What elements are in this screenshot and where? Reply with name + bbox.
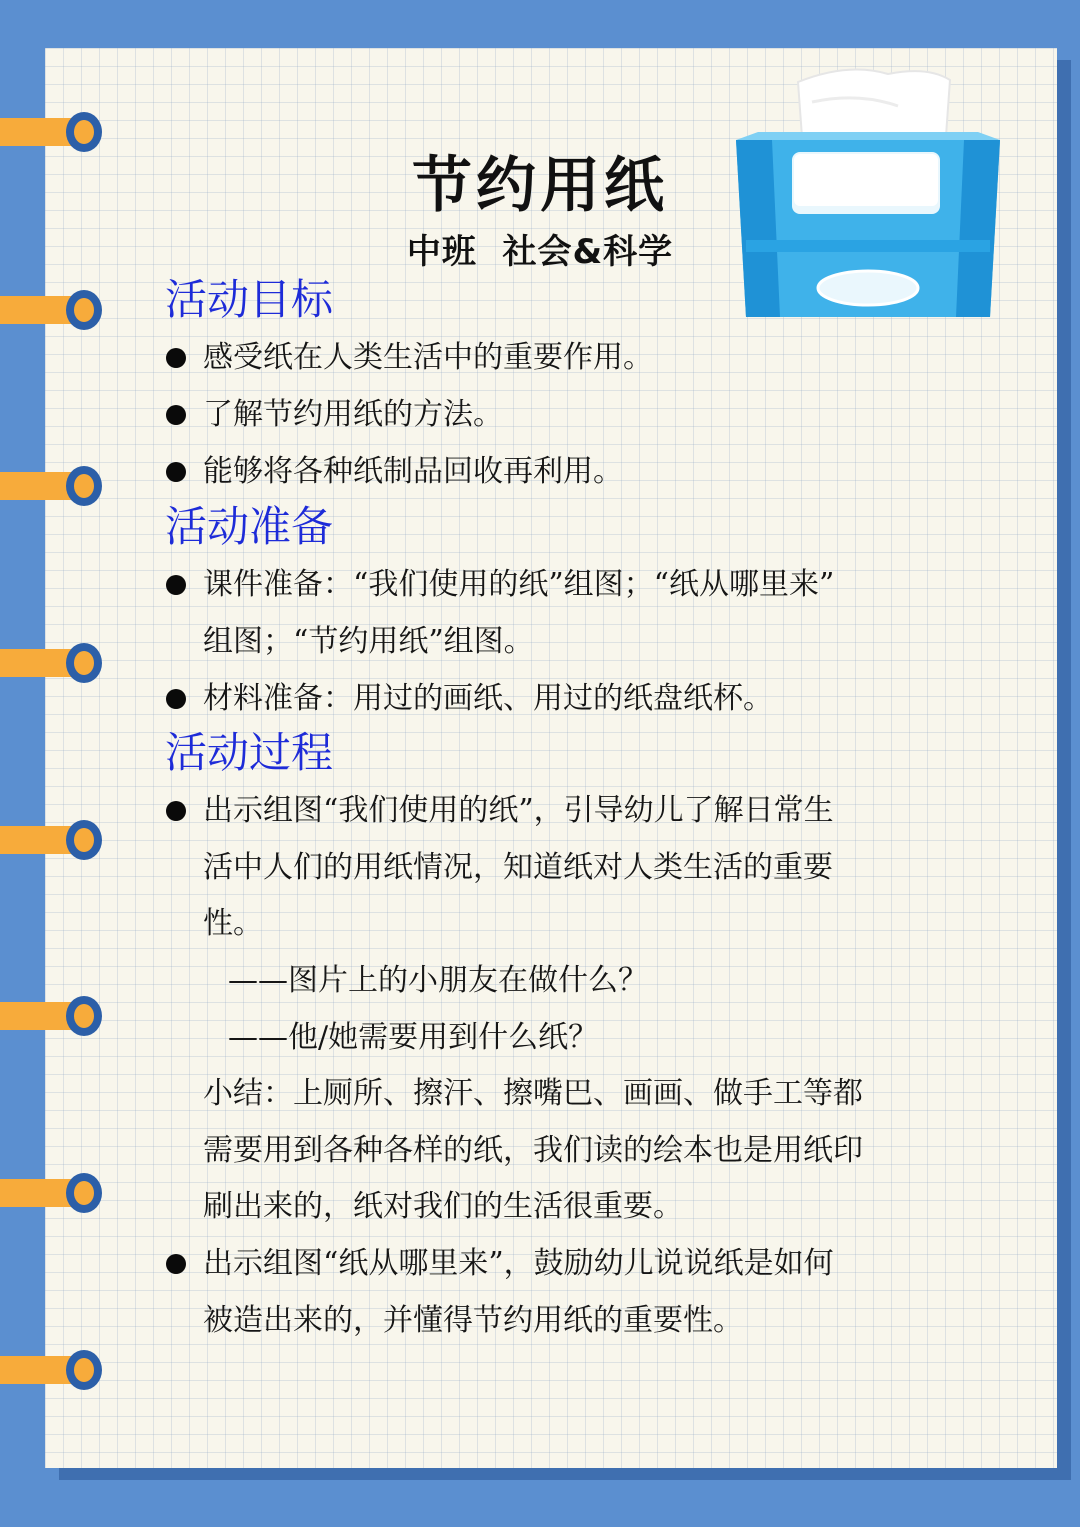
- process-line: 出示组图“我们使用的纸”，引导幼儿了解日常生: [203, 793, 834, 828]
- goal-item: 了解节约用纸的方法。: [203, 397, 503, 432]
- bullet-icon: [166, 1254, 186, 1274]
- process-summary: 需要用到各种各样的纸，我们读的绘本也是用纸印: [203, 1133, 863, 1168]
- notebook-ring-icon: [0, 466, 102, 506]
- bullet-icon: [166, 405, 186, 425]
- bullet-icon: [166, 689, 186, 709]
- preparation-item-continued: 组图；“节约用纸”组图。: [203, 624, 534, 659]
- goal-item: 感受纸在人类生活中的重要作用。: [203, 340, 653, 375]
- preparation-item: 材料准备：用过的画纸、用过的纸盘纸杯。: [203, 681, 773, 716]
- page-subtitle: 中班 社会&科学: [406, 232, 674, 272]
- bullet-icon: [166, 462, 186, 482]
- process-line: 被造出来的，并懂得节约用纸的重要性。: [203, 1303, 743, 1338]
- section-heading-process: 活动过程: [165, 728, 334, 777]
- tissue-box-icon: [728, 62, 1008, 327]
- preparation-item: 课件准备：“我们使用的纸”组图；“纸从哪里来”: [203, 567, 835, 602]
- process-question: ——图片上的小朋友在做什么？: [228, 963, 648, 998]
- notebook-ring-icon: [0, 1173, 102, 1213]
- notebook-ring-icon: [0, 290, 102, 330]
- notebook-ring-icon: [0, 643, 102, 683]
- notebook-ring-icon: [0, 1350, 102, 1390]
- process-line: 活中人们的用纸情况，知道纸对人类生活的重要: [203, 850, 833, 885]
- notebook-ring-icon: [0, 820, 102, 860]
- notebook-ring-icon: [0, 112, 102, 152]
- bullet-icon: [166, 801, 186, 821]
- section-heading-goals: 活动目标: [165, 275, 334, 324]
- bullet-icon: [166, 348, 186, 368]
- notebook-ring-icon: [0, 996, 102, 1036]
- bullet-icon: [166, 575, 186, 595]
- process-summary: 小结：上厕所、擦汗、擦嘴巴、画画、做手工等都: [203, 1076, 863, 1111]
- process-line: 出示组图“纸从哪里来”，鼓励幼儿说说纸是如何: [203, 1246, 834, 1281]
- process-question: ——他/她需要用到什么纸？: [228, 1020, 599, 1055]
- process-summary: 刷出来的，纸对我们的生活很重要。: [203, 1189, 683, 1224]
- goal-item: 能够将各种纸制品回收再利用。: [203, 454, 623, 489]
- section-heading-preparation: 活动准备: [165, 502, 334, 551]
- page-title: 节约用纸: [412, 151, 668, 221]
- process-line: 性。: [203, 906, 263, 941]
